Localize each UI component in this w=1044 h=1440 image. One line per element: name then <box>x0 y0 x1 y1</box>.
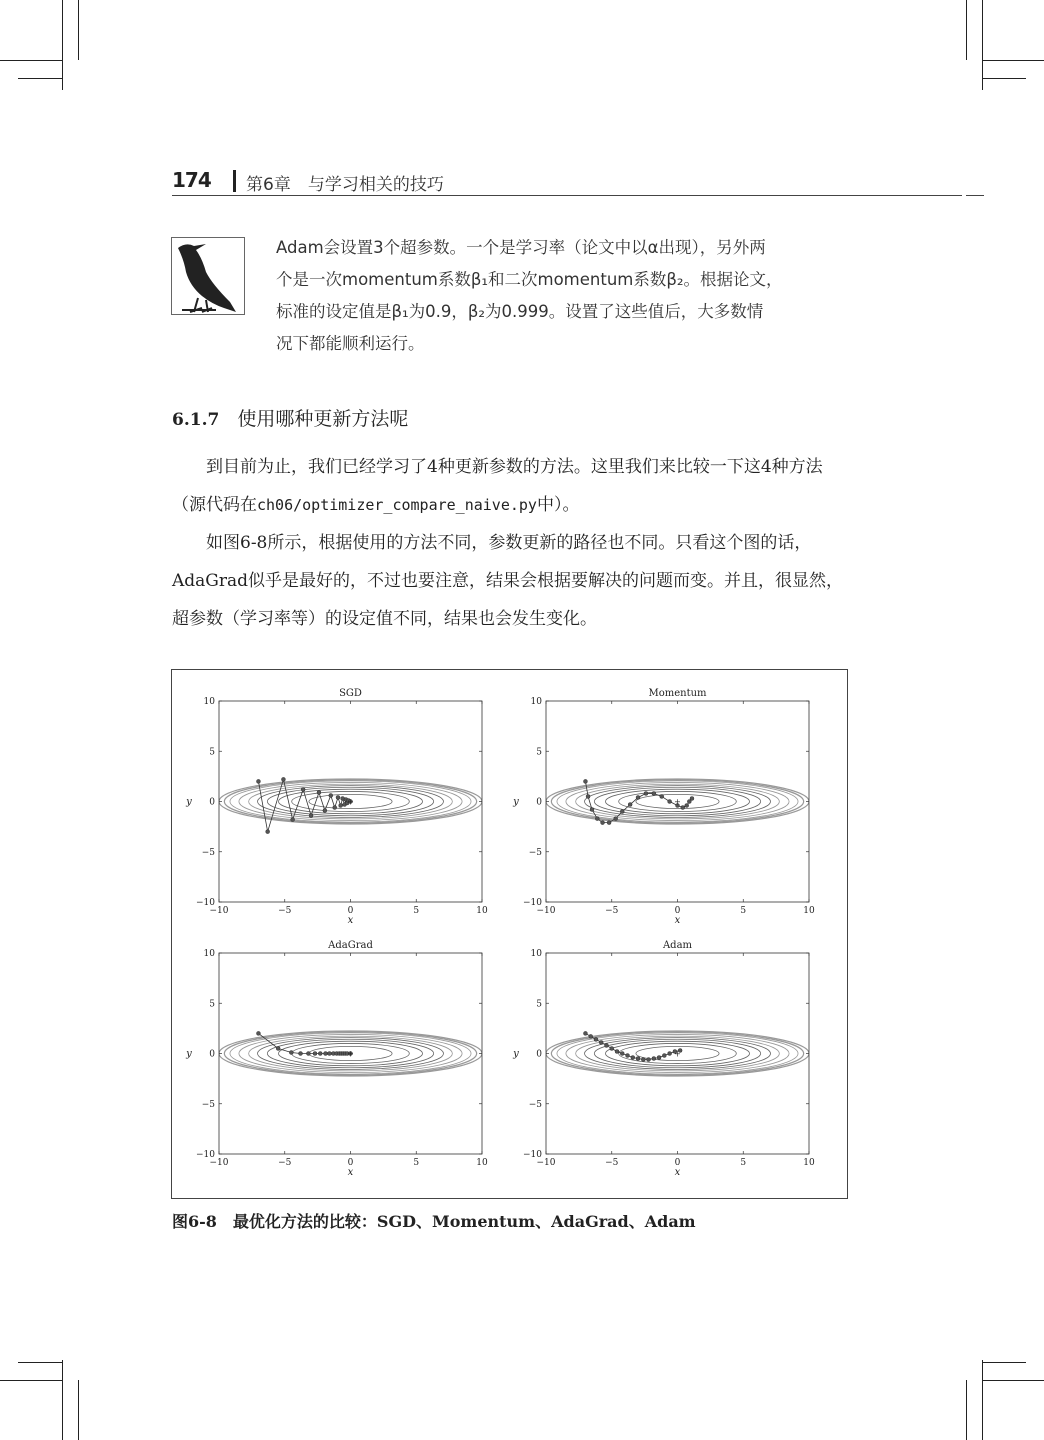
optimizer-comparison-plots <box>172 670 847 1198</box>
x-tick-label: 0 <box>347 1158 354 1168</box>
x-tick-label: −10 <box>536 1158 556 1168</box>
path-point <box>615 1049 619 1053</box>
y-tick-label: 0 <box>536 797 542 808</box>
path-point <box>313 1052 317 1056</box>
x-tick-label: −5 <box>278 1158 292 1168</box>
note-line: 标准的设定值是β₁为0.9，β₂为0.999。设置了这些值后，大多数情 <box>276 302 764 321</box>
path-point <box>641 1058 645 1062</box>
minimum-marker: + <box>347 1049 354 1059</box>
path-point <box>626 1054 630 1058</box>
path-point <box>318 1052 322 1056</box>
y-tick-label: −5 <box>528 847 542 858</box>
crop-mark <box>62 1360 63 1440</box>
y-tick-label: 0 <box>536 1049 542 1060</box>
note-text <box>276 232 851 360</box>
note-line: 个是一次momentum系数β₁和二次momentum系数β₂。根据论文， <box>276 270 783 289</box>
path-point <box>636 1057 640 1061</box>
crop-mark <box>78 0 79 60</box>
page-number: 174 <box>172 168 211 192</box>
x-tick-label: 0 <box>674 1158 681 1168</box>
x-tick-label: 5 <box>413 906 420 916</box>
x-tick-label: −10 <box>209 1158 229 1168</box>
x-tick-label: 0 <box>347 906 354 916</box>
x-axis-label: x <box>674 1167 681 1178</box>
x-tick-label: 10 <box>476 1158 488 1168</box>
path-point <box>681 806 685 810</box>
y-axis-label: y <box>186 1048 192 1060</box>
minimum-marker: + <box>674 1049 681 1059</box>
y-tick-label: 10 <box>530 949 542 959</box>
path-point <box>301 787 305 791</box>
path-point <box>668 800 672 804</box>
path-point <box>599 1040 603 1044</box>
y-tick-label: 5 <box>209 999 215 1010</box>
path-point <box>583 1031 587 1035</box>
path-point <box>324 1052 328 1056</box>
y-tick-label: 0 <box>209 1049 215 1060</box>
path-point <box>610 1046 614 1050</box>
y-tick-label: 10 <box>203 949 215 959</box>
x-axis-label: x <box>674 915 681 926</box>
y-tick-label: 5 <box>536 747 542 758</box>
path-point <box>685 804 689 808</box>
path-point <box>628 803 632 807</box>
path-point <box>604 1043 608 1047</box>
paragraph-2 <box>172 524 850 638</box>
path-point <box>289 1050 293 1054</box>
path-point <box>590 808 594 812</box>
crop-mark <box>982 78 1026 79</box>
path-point <box>281 777 285 781</box>
crop-mark <box>0 60 62 61</box>
path-point <box>306 1052 310 1056</box>
header-divider <box>233 170 236 192</box>
path-point <box>336 795 340 799</box>
crop-mark <box>18 1362 62 1363</box>
x-tick-label: 10 <box>476 906 488 916</box>
path-point <box>594 1037 598 1041</box>
x-tick-label: 10 <box>803 906 815 916</box>
section-number: 6.1.7 <box>172 410 220 430</box>
crop-mark <box>982 1380 1044 1381</box>
path-point <box>690 796 694 800</box>
path-point <box>323 809 327 813</box>
crop-mark <box>982 0 983 90</box>
crop-mark <box>78 1380 79 1440</box>
p1-text-b: 中）。 <box>536 495 580 515</box>
x-axis-label: x <box>347 1167 354 1178</box>
path-point <box>660 794 664 798</box>
header-rule <box>172 195 962 196</box>
path-point <box>644 791 648 795</box>
p2-text: 如图6-8所示，根据使用的方法不同，参数更新的路径也不同。只看这个图的话，AdaGrad似乎是最好的，不过也要注意，结果会根据要解决的问题而变。并且，很显然，超参数（学习率等）的设定值不同，结果也会发生变化。 <box>172 533 844 629</box>
x-tick-label: 5 <box>740 906 747 916</box>
path-point <box>299 1052 303 1056</box>
y-tick-label: 5 <box>536 999 542 1010</box>
section-title: 使用哪种更新方法呢 <box>237 408 409 430</box>
path-point <box>327 1052 331 1056</box>
caption-text: 最优化方法的比较：SGD、Momentum、AdaGrad、Adam <box>232 1212 696 1231</box>
path-point <box>317 790 321 794</box>
x-tick-label: −10 <box>536 906 556 916</box>
p1-text-a: 到目前为止，我们已经学习了4种更新参数的方法。这里我们来比较一下这4种方法（源代码在 <box>172 457 823 515</box>
path-point <box>333 806 337 810</box>
path-point <box>614 817 618 821</box>
crop-mark <box>62 0 63 90</box>
note-line: Adam会设置3个超参数。一个是学习率（论文中以α出现），另外两 <box>276 238 766 257</box>
subplot-title: SGD <box>339 688 362 699</box>
y-axis-label: y <box>513 796 519 808</box>
path-point <box>662 1054 666 1058</box>
path-point <box>589 1034 593 1038</box>
y-tick-label: −10 <box>196 898 215 908</box>
y-tick-label: 5 <box>209 747 215 758</box>
path-point <box>620 810 624 814</box>
note-line: 况下都能顺利运行。 <box>276 334 425 353</box>
path-point <box>309 814 313 818</box>
x-tick-label: 0 <box>674 906 681 916</box>
source-path: ch06/optimizer_compare_naive.py <box>257 496 537 514</box>
subplot-title: Adam <box>662 940 693 951</box>
x-tick-label: 10 <box>803 1158 815 1168</box>
path-point <box>657 1056 661 1060</box>
x-tick-label: −5 <box>278 906 292 916</box>
section-heading <box>172 404 408 431</box>
y-tick-label: −5 <box>201 1099 215 1110</box>
x-tick-label: −5 <box>605 906 619 916</box>
minimum-marker: + <box>674 797 681 807</box>
crop-mark <box>18 78 62 79</box>
minimum-marker: + <box>347 797 354 807</box>
path-point <box>266 830 270 834</box>
path-point <box>256 1031 260 1035</box>
path-point <box>256 779 260 783</box>
y-tick-label: −5 <box>528 1099 542 1110</box>
y-axis-label: y <box>513 1048 519 1060</box>
paragraph-1 <box>172 448 850 524</box>
path-point <box>652 1057 656 1061</box>
y-axis-label: y <box>186 796 192 808</box>
figure-caption <box>172 1209 696 1232</box>
path-point <box>647 1058 651 1062</box>
path-point <box>329 793 333 797</box>
crop-mark <box>0 1380 62 1381</box>
figure-6-8 <box>171 669 848 1199</box>
crop-mark <box>982 1360 983 1440</box>
y-tick-label: −10 <box>523 898 542 908</box>
header-rule-tail <box>966 195 984 196</box>
y-tick-label: −10 <box>196 1150 215 1160</box>
x-tick-label: 5 <box>740 1158 747 1168</box>
path-point <box>339 804 343 808</box>
x-tick-label: −10 <box>209 906 229 916</box>
path-point <box>631 1056 635 1060</box>
crow-note-icon <box>171 237 245 315</box>
x-axis-label: x <box>347 915 354 926</box>
path-point <box>668 1052 672 1056</box>
y-tick-label: −5 <box>201 847 215 858</box>
path-point <box>595 817 599 821</box>
y-tick-label: 0 <box>209 797 215 808</box>
crop-mark <box>982 60 1044 61</box>
y-tick-label: 10 <box>530 697 542 707</box>
crop-mark <box>982 1362 1026 1363</box>
path-point <box>620 1052 624 1056</box>
path-point <box>583 779 587 783</box>
crop-mark <box>966 0 967 60</box>
path-point <box>652 791 656 795</box>
subplot-title: Momentum <box>648 688 707 699</box>
chapter-title: 第6章 与学习相关的技巧 <box>246 175 444 195</box>
caption-label: 图6-8 <box>172 1212 217 1231</box>
y-tick-label: −10 <box>523 1150 542 1160</box>
path-point <box>601 821 605 825</box>
crop-mark <box>966 1380 967 1440</box>
subplot-title: AdaGrad <box>328 940 373 951</box>
path-point <box>607 821 611 825</box>
y-tick-label: 10 <box>203 697 215 707</box>
path-point <box>586 794 590 798</box>
path-point <box>636 795 640 799</box>
path-point <box>291 818 295 822</box>
path-point <box>276 1046 280 1050</box>
x-tick-label: 5 <box>413 1158 420 1168</box>
x-tick-label: −5 <box>605 1158 619 1168</box>
